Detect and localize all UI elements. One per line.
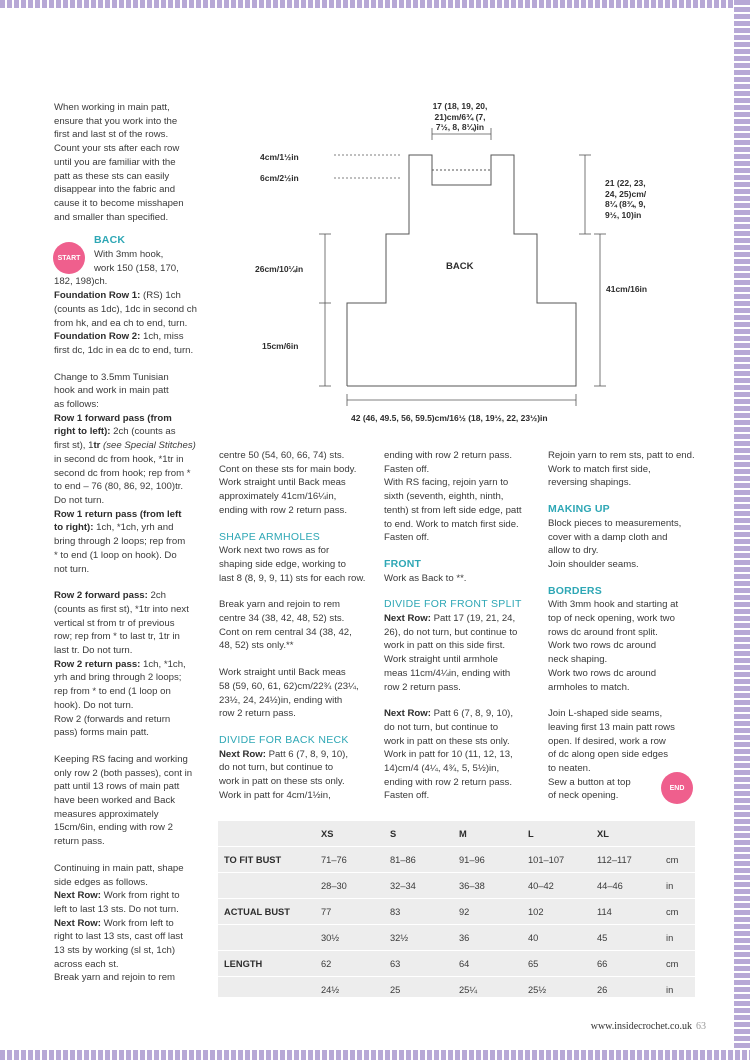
row1-forward-tr: first st), 1tr (see Special Stitches) xyxy=(54,440,196,452)
text-line: do not turn, but continue to xyxy=(219,762,334,774)
top-width-label: 17 (18, 19, 20, 21)cm/6¾ (7, 7½, 8, 8¼)in xyxy=(432,101,488,132)
text-line: in second dc from hook, *1tr in xyxy=(54,453,184,465)
text-line: Work two rows dc around xyxy=(548,640,657,652)
text-line: first dc, 1dc in ea dc to end, turn. xyxy=(54,344,194,356)
text-line: Work straight until Back meas xyxy=(219,667,346,679)
text-line: 182, 198)ch. xyxy=(54,276,108,288)
size-header: XL xyxy=(591,821,660,847)
unit-cell: cm xyxy=(660,847,695,873)
text-line: row 2 return pass. xyxy=(384,681,461,693)
text-line: vertical st from tr of previous xyxy=(54,617,175,629)
text-line: of neck opening. xyxy=(548,790,619,802)
row2-return-label: Row 2 return pass: 1ch, *1ch, xyxy=(54,658,186,670)
row-label xyxy=(218,977,315,1003)
top-border-decoration xyxy=(0,0,750,8)
text-line: Row 2 (forwards and return xyxy=(54,713,171,725)
text-line: bring through 2 loops; rep from xyxy=(54,536,186,548)
text-line: armholes to match. xyxy=(548,681,630,693)
front-heading: FRONT xyxy=(384,557,422,570)
table-cell: 114 xyxy=(591,899,660,925)
divide-back-neck-heading: DIVIDE FOR BACK NECK xyxy=(219,733,349,746)
text-line: Work two rows dc around xyxy=(548,667,657,679)
text-line: leaving first 13 main patt rows xyxy=(548,721,675,733)
table-cell: 63 xyxy=(384,951,453,977)
text-line: centre 50 (54, 60, 66, 74) sts. xyxy=(219,450,345,461)
text-line: patt until 13 rows of main patt xyxy=(54,781,180,793)
text-line: approximately 41cm/16¼in, xyxy=(219,491,337,503)
text-line: With RS facing, rejoin yarn to xyxy=(384,477,509,489)
text-line: Work next two rows as for xyxy=(219,545,330,557)
text-line: disappear into the fabric and xyxy=(54,184,176,196)
text-line: not turn. xyxy=(54,563,90,575)
table-cell: 101–107 xyxy=(522,847,591,873)
table-cell: 62 xyxy=(315,951,384,977)
text-line: cover with a damp cloth and xyxy=(548,531,668,543)
end-badge: END xyxy=(661,772,693,804)
table-cell: 83 xyxy=(384,899,453,925)
text-line: Break yarn and rejoin to rem xyxy=(54,972,176,984)
table-cell: 112–117 xyxy=(591,847,660,873)
table-row xyxy=(218,847,695,873)
text-line: 14)cm/4 (4¼, 4¾, 5, 5½)in, xyxy=(384,763,500,775)
text-line: 26), do not turn, but continue to xyxy=(384,626,518,638)
next-row-2: Next Row: Patt 6 (7, 8, 9, 10), xyxy=(384,708,514,720)
text-line: (counts as 1dc), 1dc in second ch xyxy=(54,303,197,315)
table-cell: 25½ xyxy=(522,977,591,1003)
text-line: Work in patt for 10 (11, 12, 13, xyxy=(384,749,513,761)
row1-forward-label: Row 1 forward pass (from xyxy=(54,412,172,424)
text-line: Break yarn and rejoin to rem xyxy=(219,599,341,611)
text-line: to end – 76 (80, 86, 92, 100)tr. xyxy=(54,481,184,493)
back-schematic xyxy=(250,100,680,430)
text-line: neck shaping. xyxy=(548,654,608,666)
size-table xyxy=(218,821,695,997)
table-row xyxy=(218,873,695,899)
table-cell: 26 xyxy=(591,977,660,1003)
text-line: left to last 13 sts. Do not turn. xyxy=(54,903,179,915)
table-cell: 24½ xyxy=(315,977,384,1003)
row-label: LENGTH xyxy=(218,951,315,977)
foundation-row-1: Foundation Row 1: (RS) 1ch xyxy=(54,290,181,302)
text-line: Fasten off. xyxy=(384,790,430,802)
row1-forward-label-2: right to left): 2ch (counts as xyxy=(54,426,176,438)
text-line: ending with row 2 return pass. xyxy=(384,776,512,788)
text-line: only row 2 (both passes), cont in xyxy=(54,767,193,779)
text-line: and smaller than specified. xyxy=(54,211,169,223)
text-line: Join shoulder seams. xyxy=(548,558,639,570)
divide-front-split-heading: DIVIDE FOR FRONT SPLIT xyxy=(384,598,522,611)
foundation-row-2: Foundation Row 2: 1ch, miss xyxy=(54,331,184,343)
intro-paragraph xyxy=(54,101,214,224)
text-line: row; rep from * to last tr, 1tr in xyxy=(54,631,180,643)
size-header: XS xyxy=(315,821,384,847)
text-line: Fasten off. xyxy=(384,532,430,544)
unit-cell: cm xyxy=(660,951,695,977)
table-cell: 102 xyxy=(522,899,591,925)
text-line: yrh and bring through 2 loops; xyxy=(54,672,182,684)
table-cell: 32½ xyxy=(384,925,453,951)
armhole-label: 21 (22, 23, 24, 25)cm/ 8¼ (8¾, 9, 9½, 10)in xyxy=(605,178,647,220)
text-line: row 2 return pass. xyxy=(219,708,296,720)
table-cell: 81–86 xyxy=(384,847,453,873)
text-line: Cont on these sts for main body. xyxy=(219,463,357,475)
text-line: Do not turn. xyxy=(54,494,105,506)
text-line: allow to dry. xyxy=(548,545,599,557)
table-row xyxy=(218,899,695,925)
text-line: Block pieces to measurements, xyxy=(548,517,682,529)
text-line: Continuing in main patt, shape xyxy=(54,862,184,874)
page-footer xyxy=(591,1021,706,1032)
table-cell: 36 xyxy=(453,925,522,951)
making-up-heading: MAKING UP xyxy=(548,503,610,516)
text-line: pass) forms main patt. xyxy=(54,727,149,739)
page-number: 63 xyxy=(696,1021,706,1032)
size-header: M xyxy=(453,821,522,847)
shape-armholes-heading: SHAPE ARMHOLES xyxy=(219,530,321,543)
table-cell: 25¼ xyxy=(453,977,522,1003)
text-line: ending with row 2 return pass. xyxy=(219,504,347,516)
text-line: cause it to become misshapen xyxy=(54,197,184,209)
text-line: across each st. xyxy=(54,958,119,970)
back-heading: BACK xyxy=(94,234,126,247)
table-cell: 71–76 xyxy=(315,847,384,873)
column-1 xyxy=(54,101,214,985)
size-header: S xyxy=(384,821,453,847)
column-4 xyxy=(548,449,698,803)
text-line: With 3mm hook, xyxy=(94,249,164,261)
text-line: Work to match first side, xyxy=(548,463,651,475)
text-line: as follows: xyxy=(54,399,99,411)
text-line: 15cm/6in, ending with row 2 xyxy=(54,822,173,834)
next-row-1: Next Row: Patt 17 (19, 21, 24, xyxy=(384,613,516,625)
text-line: Sew a button at top xyxy=(548,776,631,788)
row1-return-label: Row 1 return pass (from left xyxy=(54,508,182,520)
text-line: Work straight until Back meas xyxy=(219,477,346,489)
table-cell: 28–30 xyxy=(315,873,384,899)
text-line: 13 sts by working (sl st, 1ch) xyxy=(54,945,176,957)
table-cell: 40–42 xyxy=(522,873,591,899)
text-line: open. If desired, work a row xyxy=(548,735,666,747)
row-label xyxy=(218,873,315,899)
text-line: right to last 13 sts, cast off last xyxy=(54,931,183,943)
shoulder-label: 4cm/1½in xyxy=(260,152,299,162)
table-cell: 64 xyxy=(453,951,522,977)
text-line: patt as these sts can easily xyxy=(54,170,170,182)
text-line: top of neck opening, work two xyxy=(548,613,675,625)
text-line: Work in patt for 4cm/1½in, xyxy=(219,789,331,801)
start-badge: START xyxy=(53,242,85,274)
text-line: first and last st of the rows. xyxy=(54,129,169,141)
text-line: Work as Back to **. xyxy=(384,572,467,584)
text-line: 48, 52) sts only.** xyxy=(219,640,294,652)
unit-cell: in xyxy=(660,925,695,951)
text-line: With 3mm hook and starting at xyxy=(548,599,679,611)
next-row: Next Row: Patt 6 (7, 8, 9, 10), xyxy=(219,748,349,760)
text-line: Work straight until armhole xyxy=(384,654,498,666)
text-line: do not turn, but continue to xyxy=(384,721,499,733)
table-cell: 92 xyxy=(453,899,522,925)
bottom-border-decoration xyxy=(0,1050,750,1060)
row-label xyxy=(218,925,315,951)
body-label: 26cm/10¼in xyxy=(255,264,304,274)
table-cell: 40 xyxy=(522,925,591,951)
right-border-decoration xyxy=(734,0,750,1060)
website-link[interactable]: www.insidecrochet.co.uk xyxy=(590,1021,692,1032)
text-line: last 8 (8, 9, 9, 11) sts for each row. xyxy=(219,572,366,584)
text-line: work in patt on this side first. xyxy=(384,640,506,652)
row1-return-label-2: to right): 1ch, *1ch, yrh and xyxy=(54,522,174,534)
text-line: 23½, 24, 24½)in, ending with xyxy=(219,694,343,706)
text-line: reversing shapings. xyxy=(548,477,632,489)
text-line: Fasten off. xyxy=(384,463,430,475)
text-line: hook and work in main patt xyxy=(54,385,169,397)
text-line: tenth) st from left side edge, patt xyxy=(384,504,522,516)
piece-label: BACK xyxy=(446,261,474,272)
text-line: meas 11cm/4¼in, ending with xyxy=(384,667,511,679)
table-cell: 77 xyxy=(315,899,384,925)
table-cell: 45 xyxy=(591,925,660,951)
text-line: Join L-shaped side seams, xyxy=(548,708,663,720)
row-label: ACTUAL BUST xyxy=(218,899,315,925)
text-line: Keeping RS facing and working xyxy=(54,753,188,765)
text-line: * to end (1 loop on hook). Do xyxy=(54,549,177,561)
row2-forward-label: Row 2 forward pass: 2ch xyxy=(54,590,166,602)
text-line: Change to 3.5mm Tunisian xyxy=(54,371,169,383)
text-line: until you are familiar with the xyxy=(54,156,176,168)
text-line: (counts as first st), *1tr into next xyxy=(54,603,189,615)
table-header-row xyxy=(218,821,695,847)
text-line: ensure that you work into the xyxy=(54,115,178,127)
text-line: to end. Work to match first side. xyxy=(384,518,519,530)
text-line: last tr. Do not turn. xyxy=(54,645,133,657)
text-line: sixth (seventh, eighth, ninth, xyxy=(384,491,504,503)
table-cell: 65 xyxy=(522,951,591,977)
text-line: work in patt on these sts only. xyxy=(219,776,345,788)
text-line: Cont on rem central 34 (38, 42, xyxy=(219,626,352,638)
text-line: shaping side edge, working to xyxy=(219,558,346,570)
text-line: work 150 (158, 170, xyxy=(94,262,179,274)
table-cell: 30½ xyxy=(315,925,384,951)
table-cell: 25 xyxy=(384,977,453,1003)
table-row xyxy=(218,977,695,1003)
text-line: hook). Do not turn. xyxy=(54,699,134,711)
table-cell: 91–96 xyxy=(453,847,522,873)
text-line: from hk, and ea ch to end, turn. xyxy=(54,317,188,329)
text-line: centre 34 (38, 42, 48, 52) sts. xyxy=(219,613,345,625)
side-label: 15cm/6in xyxy=(262,341,299,351)
text-line: work in patt on these sts only. xyxy=(384,735,510,747)
text-line: to neaten. xyxy=(548,763,591,775)
table-cell: 44–46 xyxy=(591,873,660,899)
text-line: have been worked and Back xyxy=(54,795,176,807)
table-row xyxy=(218,951,695,977)
unit-cell: cm xyxy=(660,899,695,925)
text-line: ending with row 2 return pass. xyxy=(384,450,512,461)
text-line: Rejoin yarn to rem sts, patt to end. xyxy=(548,450,695,461)
column-2 xyxy=(219,449,379,802)
row-label: TO FIT BUST xyxy=(218,847,315,873)
table-cell: 36–38 xyxy=(453,873,522,899)
text-line: Count your sts after each row xyxy=(54,143,180,155)
length-label: 41cm/16in xyxy=(606,284,648,294)
text-line: rep from * to end (1 loop on xyxy=(54,686,171,698)
text-line: second dc from hook; rep from * xyxy=(54,467,191,479)
table-row xyxy=(218,925,695,951)
table-cell: 66 xyxy=(591,951,660,977)
borders-heading: BORDERS xyxy=(548,584,602,597)
unit-cell: in xyxy=(660,873,695,899)
text-line: of dc along open side edges xyxy=(548,749,669,761)
neck-label: 6cm/2½in xyxy=(260,173,299,183)
width-label: 42 (46, 49.5, 56, 59.5)cm/16½ (18, 19½, 22, 23½)in xyxy=(351,413,548,423)
text-line: measures approximately xyxy=(54,808,159,820)
next-row-1: Next Row: Work from right to xyxy=(54,890,180,902)
text-line: return pass. xyxy=(54,836,105,848)
text-line: side edges as follows. xyxy=(54,876,148,888)
next-row-2: Next Row: Work from left to xyxy=(54,917,174,929)
text-line: 58 (59, 60, 61, 62)cm/22¾ (23¼, xyxy=(219,680,359,692)
size-header: L xyxy=(522,821,591,847)
text-line: rows dc around front split. xyxy=(548,626,658,638)
text-line: When working in main patt, xyxy=(54,102,170,113)
unit-cell: in xyxy=(660,977,695,1003)
column-3 xyxy=(384,449,544,803)
table-cell: 32–34 xyxy=(384,873,453,899)
